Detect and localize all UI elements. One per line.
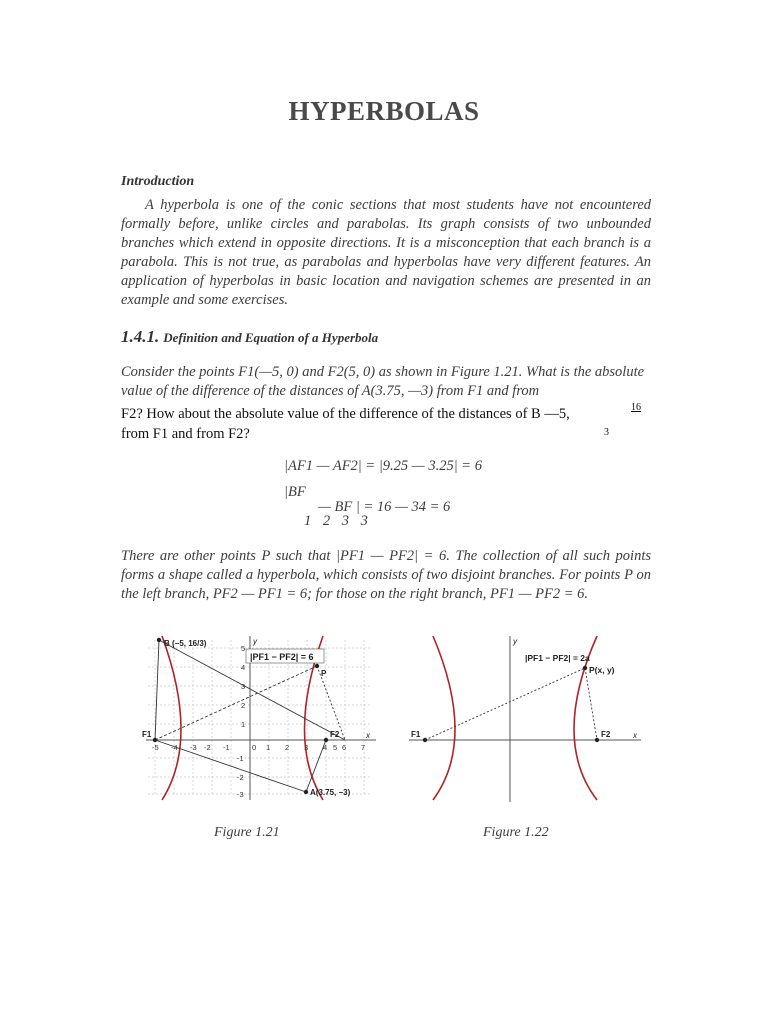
distance-lines (425, 668, 597, 740)
svg-text:-3: -3 (190, 743, 197, 752)
equation-b-mid: — BF | = 16 — 34 = 6 (318, 499, 451, 515)
section-heading (121, 327, 378, 347)
svg-text:0: 0 (252, 743, 257, 752)
y-axis-label: y (513, 637, 517, 646)
question-b-text: F2? How about the absolute value of the difference of the distances of B —5, (121, 406, 570, 422)
svg-text:4: 4 (241, 663, 246, 672)
y-tick-labels (237, 644, 245, 799)
f1-label: F1 (411, 730, 421, 739)
figure-1-21 (140, 632, 380, 804)
x-tick-labels (152, 743, 365, 752)
svg-text:-1: -1 (223, 743, 230, 752)
figure-1-22 (405, 632, 645, 804)
point-a-label: A(3.75, −3) (310, 788, 351, 797)
section-name: Definition and Equation of a Hyperbola (163, 330, 379, 345)
intro-heading: Introduction (121, 174, 195, 189)
svg-text:2: 2 (285, 743, 290, 752)
x-axis-label: x (633, 731, 637, 740)
svg-text:3: 3 (304, 743, 309, 752)
x-axis-label: x (366, 731, 370, 740)
svg-text:7: 7 (361, 743, 366, 752)
figure-1-22-box-label: |PF1 − PF2| = 2a (525, 653, 590, 663)
equation-a: |AF1 — AF2| = |9.25 — 3.25| = 6 (284, 458, 482, 474)
svg-text:5: 5 (333, 743, 338, 752)
svg-text:-2: -2 (204, 743, 211, 752)
fraction-numerator: 16 (631, 402, 641, 413)
f1-label: F1 (142, 730, 152, 739)
svg-text:1: 1 (241, 720, 246, 729)
question-b-distance (121, 404, 651, 444)
svg-text:4: 4 (323, 743, 328, 752)
y-axis-label: y (253, 637, 257, 646)
svg-text:-3: -3 (237, 790, 244, 799)
equation-b-bottom: 1 2 3 3 (304, 513, 372, 529)
point-p-label: P(x, y) (589, 665, 615, 675)
svg-text:1: 1 (266, 743, 271, 752)
paragraph-collection-points: There are other points P such that |PF1 — PF2| = 6. The collection of all such points forms a shape called a hyperbola, which consists of two disjoint branches. For points P on the left branch, PF2 — PF1 = 6; for those on the right branch, PF1 — PF2 = 6. (121, 548, 651, 602)
section-number: 1.4.1. (121, 327, 160, 346)
svg-text:-2: -2 (237, 773, 244, 782)
svg-text:3: 3 (241, 682, 246, 691)
figure-1-22-caption: Figure 1.22 (483, 825, 549, 840)
figure-1-21-caption: Figure 1.21 (214, 825, 280, 840)
grid (148, 640, 372, 796)
f2-label: F2 (330, 730, 340, 739)
svg-text:2: 2 (241, 701, 246, 710)
paragraph-consider-points: Consider the points F1(—5, 0) and F2(5, 0) as shown in Figure 1.21. What is the absolute value of the difference of the distances of A(3.75, —3) from F1 and from (121, 364, 645, 399)
page-title: HYPERBOLAS (288, 96, 480, 126)
svg-text:-1: -1 (237, 754, 244, 763)
figure-1-21-box-label: |PF1 − PF2| = 6 (250, 652, 314, 662)
svg-text:5: 5 (241, 644, 246, 653)
fraction-denominator: 3 (604, 427, 609, 438)
svg-text:-4: -4 (171, 743, 178, 752)
question-b-end: from F1 and from F2? (121, 426, 250, 442)
svg-text:-5: -5 (152, 743, 159, 752)
point-p-label: P (321, 669, 327, 678)
equation-b-top: |BF (284, 484, 306, 500)
f2-label: F2 (601, 730, 611, 739)
intro-paragraph: A hyperbola is one of the conic sections that most students have not encountered formally before, unlike circles and parabolas. Its graph consists of two unbounded branches which extend in opposite directions. It is a misconception that each branch is a parabola. This is not true, as parabolas and hyperbolas have very different features. An application of hyperbolas in basic location and navigation schemes are presented in an example and some exercises. (121, 197, 651, 308)
svg-text:6: 6 (342, 743, 347, 752)
points (423, 666, 599, 742)
point-b-label: B (−5, 16/3) (164, 639, 207, 648)
